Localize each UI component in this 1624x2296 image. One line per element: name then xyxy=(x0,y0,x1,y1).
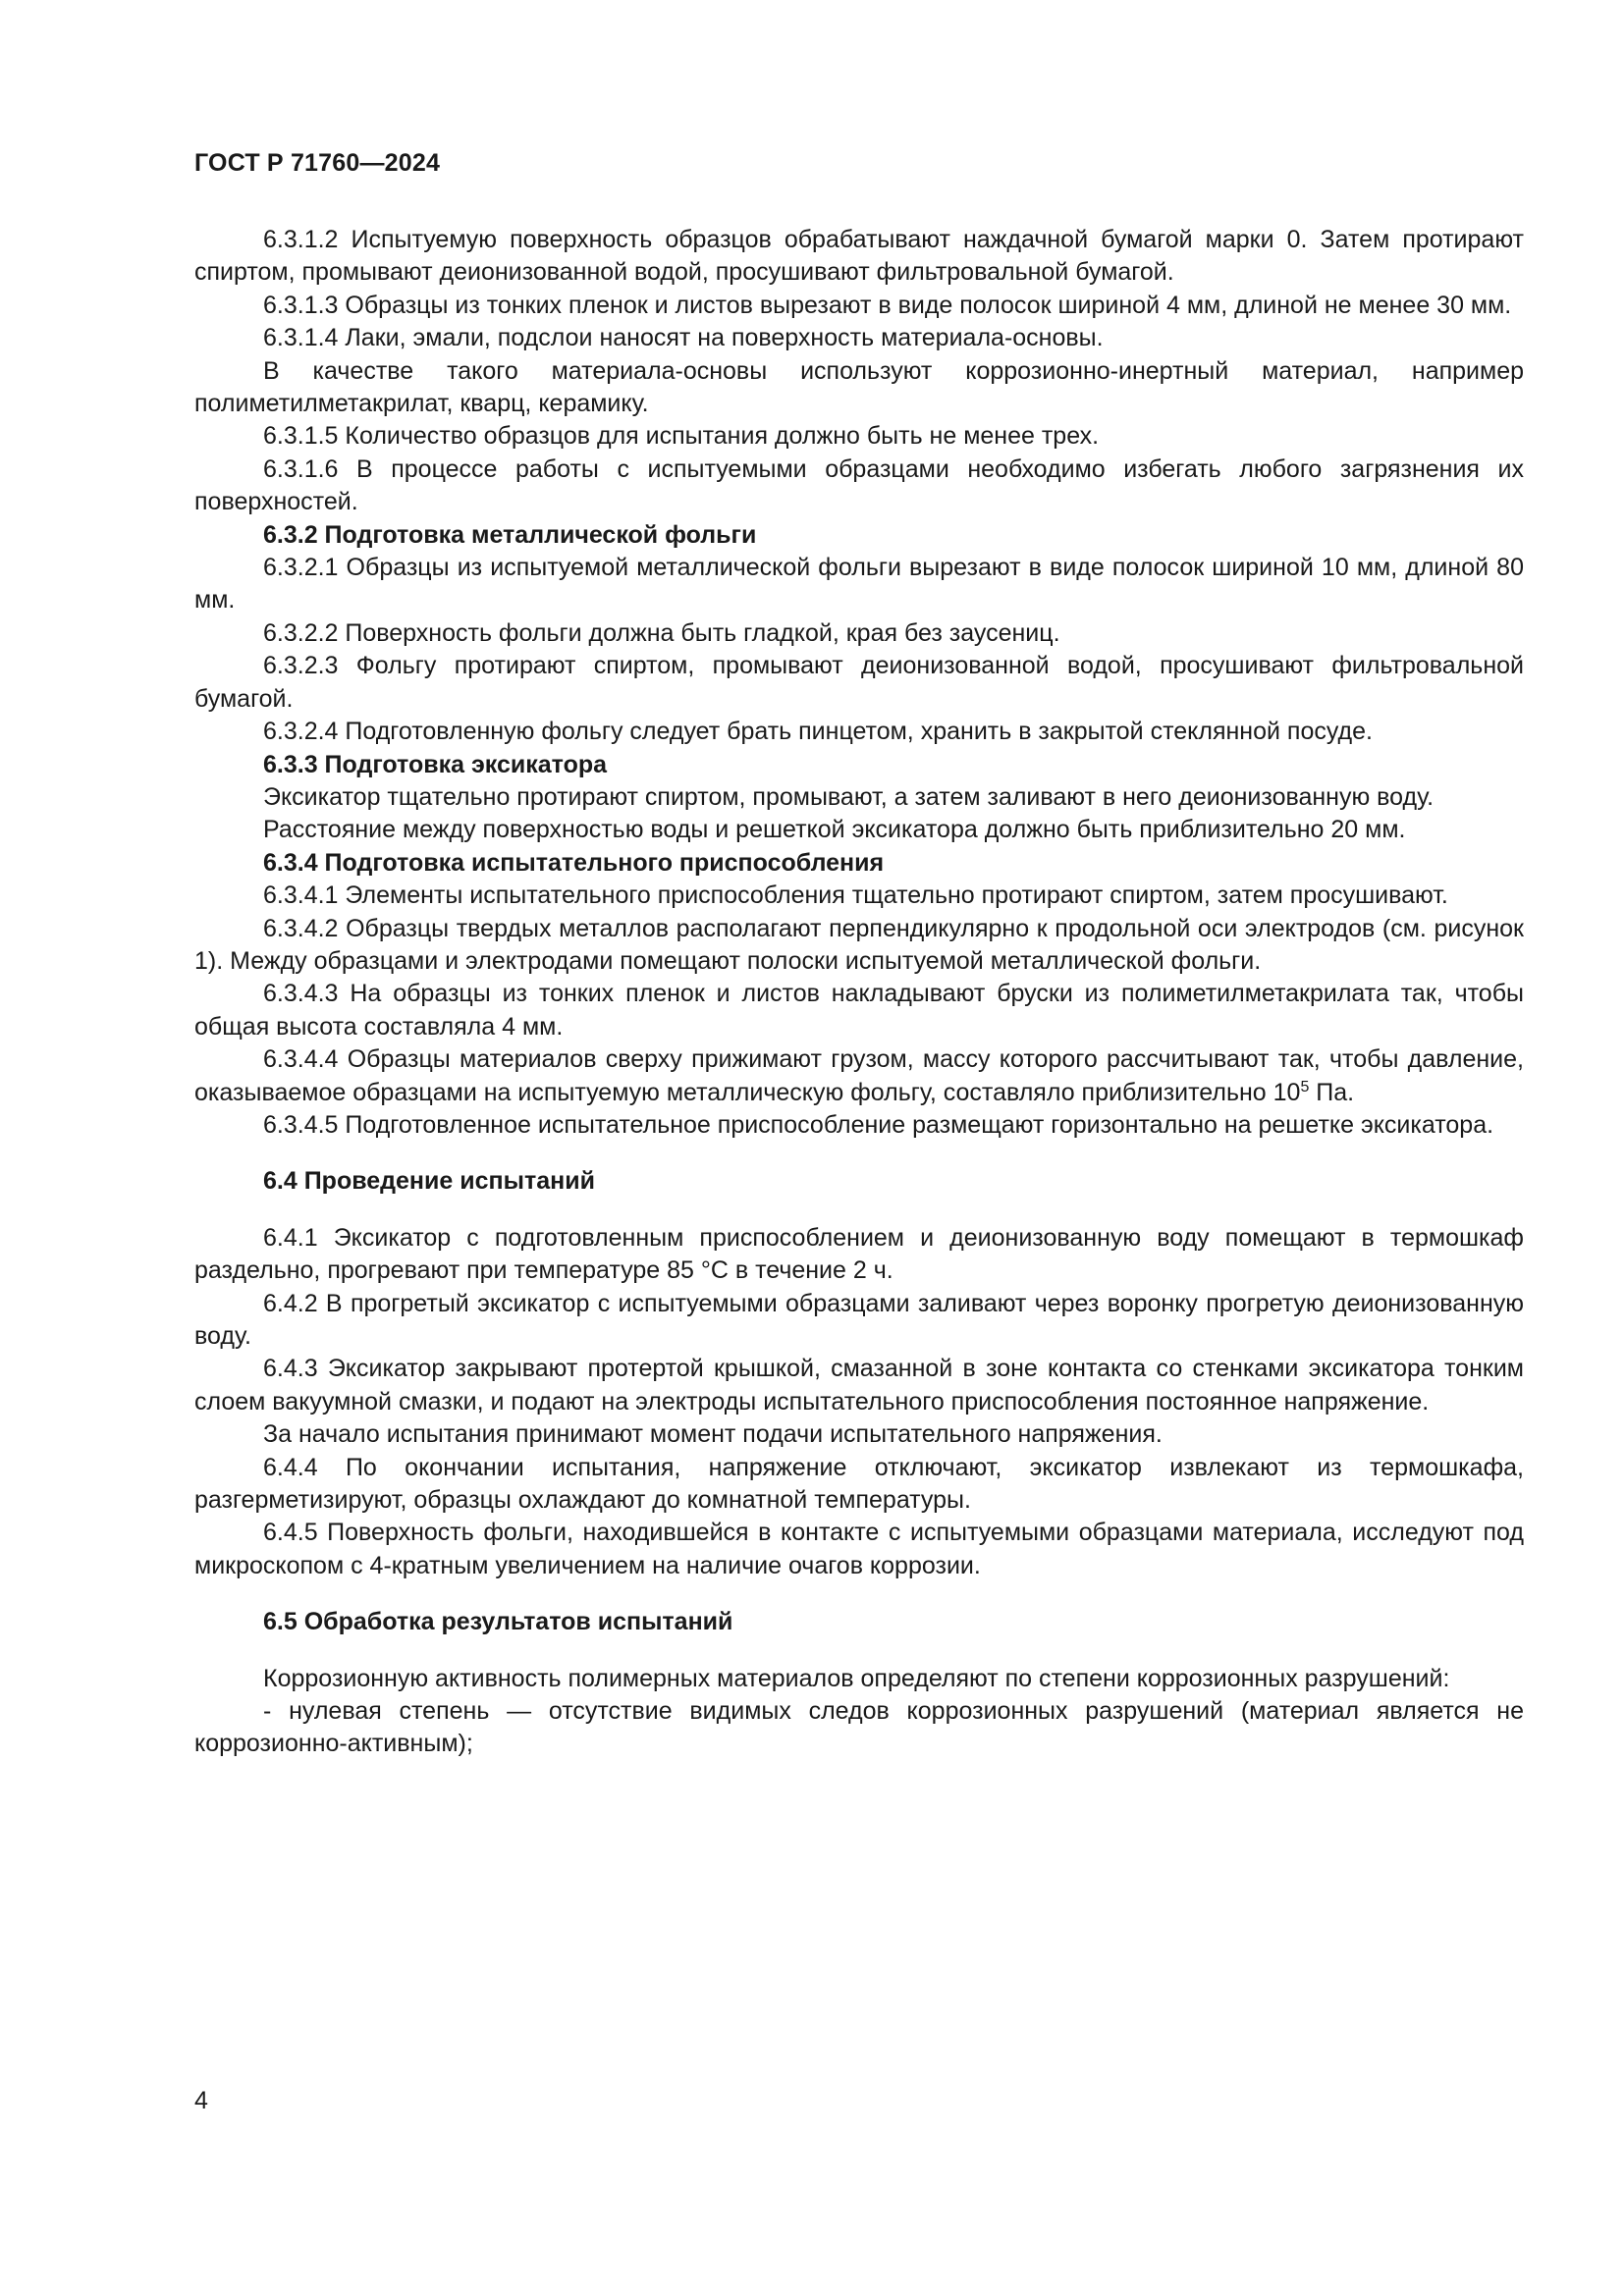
paragraph xyxy=(194,978,1524,1043)
paragraph xyxy=(194,1222,1524,1288)
page-number: 4 xyxy=(194,2087,208,2114)
paragraph-text: 6.3.2.4 Подготовленную фольгу следует брать пинцетом, хранить в закрытой стеклянной посуде. xyxy=(263,718,1373,746)
paragraph-text: 6.3.3 Подготовка эксикатора xyxy=(263,750,608,778)
paragraph-text: 6.3.4.2 Образцы твердых металлов располагают перпендикулярно к продольной оси электродов (см. рисунок 1). Между образцами и электродами помещают полоски испытуемой металлической фольги. xyxy=(194,914,1524,975)
paragraph xyxy=(194,1288,1524,1354)
paragraph xyxy=(194,1663,1524,1695)
paragraph-text: 6.5 Обработка результатов испытаний xyxy=(263,1608,733,1636)
paragraph-text: 6.3.1.5 Количество образцов для испытания должно быть не менее трех. xyxy=(263,422,1100,451)
paragraph xyxy=(194,1452,1524,1518)
paragraph xyxy=(194,913,1524,979)
paragraph-text: 6.3.1.2 Испытуемую поверхность образцов обрабатывают наждачной бумагой марки 0. Затем протирают спиртом, промывают деионизованной водой, просушивают фильтровальной бумагой. xyxy=(194,226,1524,287)
paragraph-text: 6.3.2 Подготовка металлической фольги xyxy=(263,520,757,549)
paragraph-text: 6.3.4.4 Образцы материалов сверху прижимают грузом, массу которого рассчитывают так, чтобы давление, оказываемое образцами на испытуемую металлическую фольгу, составляло приблизительно 10 xyxy=(194,1045,1524,1106)
paragraph xyxy=(194,814,1524,846)
paragraph xyxy=(194,224,1524,290)
paragraph-text: В качестве такого материала-основы используют коррозионно-инертный материал, например полиметилметакрилат, кварц, керамику. xyxy=(194,356,1524,418)
paragraph xyxy=(194,716,1524,748)
subsection-heading xyxy=(194,519,1524,552)
paragraph-text: 6.3.1.3 Образцы из тонких пленок и листов вырезают в виде полосок шириной 4 мм, длиной не менее 30 мм. xyxy=(263,291,1512,319)
paragraph-text: 6.4.3 Эксикатор закрывают протертой крышкой, смазанной в зоне контакта со стенками эксикатора тонким слоем вакуумной смазки, и подают на электроды испытательного приспособления постоянное напряжение. xyxy=(194,1355,1524,1415)
subsection-heading xyxy=(194,847,1524,880)
paragraph-text: 6.4.2 В прогретый эксикатор с испытуемыми образцами заливают через воронку прогретую деионизованную воду. xyxy=(194,1289,1524,1350)
paragraph-text-continued: Па. xyxy=(1309,1078,1355,1106)
paragraph xyxy=(194,1043,1524,1109)
paragraph-text: 6.3.4.1 Элементы испытательного приспособления тщательно протирают спиртом, затем просушивают. xyxy=(263,881,1448,910)
paragraph-text: Коррозионную активность полимерных материалов определяют по степени коррозионных разрушений: xyxy=(263,1664,1450,1692)
document-code: ГОСТ Р 71760—2024 xyxy=(194,149,441,177)
subsection-heading xyxy=(194,749,1524,781)
paragraph-text: 6.3.1.6 В процессе работы с испытуемыми образцами необходимо избегать любого загрязнения их поверхностей. xyxy=(194,454,1524,516)
paragraph-text: 6.4.5 Поверхность фольги, находившейся в контакте с испытуемыми образцами материала, исследуют под микроскопом с 4-кратным увеличением на наличие очагов коррозии. xyxy=(194,1519,1524,1579)
section-heading xyxy=(194,1606,1524,1638)
paragraph xyxy=(194,355,1524,421)
paragraph xyxy=(194,290,1524,322)
paragraph xyxy=(194,781,1524,814)
paragraph xyxy=(194,650,1524,716)
paragraph-text: 6.3.1.4 Лаки, эмали, подслои наносят на поверхность материала-основы. xyxy=(263,324,1104,352)
paragraph xyxy=(194,1353,1524,1418)
paragraph-text: 6.4.1 Эксикатор с подготовленным приспособлением и деионизованную воду помещают в термошкаф раздельно, прогревают при температуре 85 °С в течение 2 ч. xyxy=(194,1223,1524,1285)
document-body xyxy=(194,224,1524,1761)
paragraph xyxy=(194,1695,1524,1761)
paragraph xyxy=(194,420,1524,453)
paragraph-text: 6.3.4.5 Подготовленное испытательное приспособление размещают горизонтально на решетке эксикатора. xyxy=(263,1110,1494,1139)
section-heading xyxy=(194,1165,1524,1198)
paragraph xyxy=(194,617,1524,650)
paragraph-text: 6.3.2.1 Образцы из испытуемой металлической фольги вырезают в виде полосок шириной 10 мм, длиной 80 мм. xyxy=(194,554,1524,614)
paragraph-text: 6.3.4.3 На образцы из тонких пленок и листов накладывают бруски из полиметилметакрилата так, чтобы общая высота составляла 4 мм. xyxy=(194,980,1524,1041)
paragraph-text: Расстояние между поверхностью воды и решеткой эксикатора должно быть приблизительно 20 мм. xyxy=(263,816,1406,844)
paragraph xyxy=(194,552,1524,617)
paragraph-text: 6.3.4 Подготовка испытательного приспособления xyxy=(263,848,885,877)
paragraph-text: 6.4 Проведение испытаний xyxy=(263,1167,595,1196)
paragraph-text: 6.3.2.2 Поверхность фольги должна быть гладкой, края без заусениц. xyxy=(263,618,1060,647)
paragraph xyxy=(194,1517,1524,1582)
paragraph xyxy=(194,322,1524,354)
paragraph-text: Эксикатор тщательно протирают спиртом, промывают, а затем заливают в него деионизованную воду. xyxy=(263,782,1435,811)
paragraph xyxy=(194,880,1524,912)
paragraph xyxy=(194,1109,1524,1142)
paragraph-text: 6.4.4 По окончании испытания, напряжение отключают, эксикатор извлекают из термошкафа, разгерметизируют, образцы охлаждают до комнатной температуры. xyxy=(194,1453,1524,1515)
superscript: 5 xyxy=(1300,1078,1310,1095)
paragraph-text: 6.3.2.3 Фольгу протирают спиртом, промывают деионизованной водой, просушивают фильтровальной бумагой. xyxy=(194,652,1524,713)
paragraph xyxy=(194,454,1524,519)
paragraph-text: За начало испытания принимают момент подачи испытательного напряжения. xyxy=(263,1420,1163,1449)
paragraph xyxy=(194,1418,1524,1451)
paragraph-text: - нулевая степень — отсутствие видимых следов коррозионных разрушений (материал является не коррозионно-активным); xyxy=(194,1697,1524,1758)
